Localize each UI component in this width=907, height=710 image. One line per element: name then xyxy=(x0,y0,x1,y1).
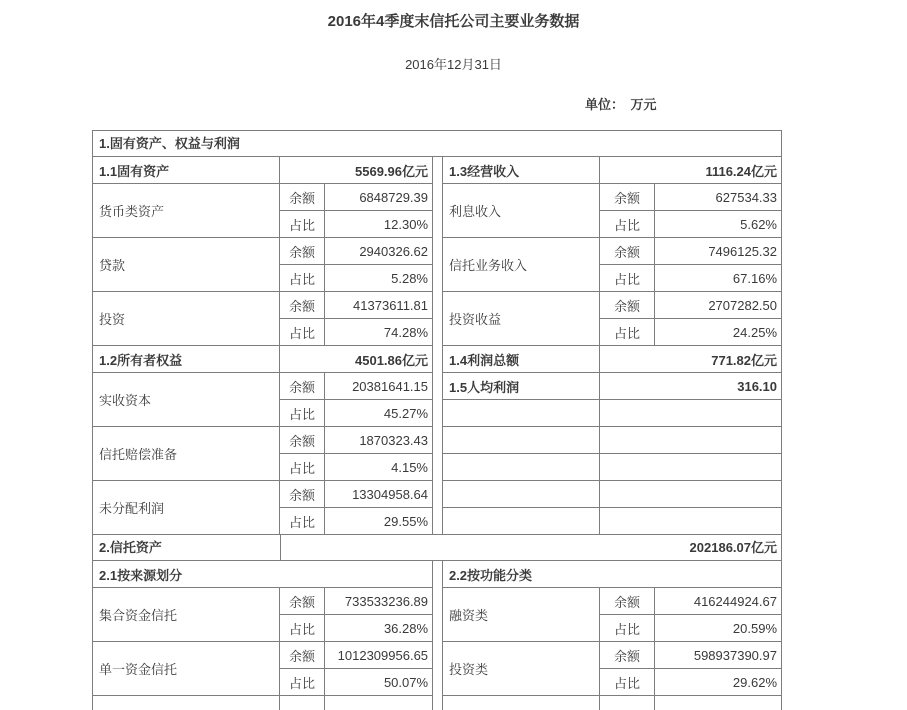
report-page xyxy=(0,13,907,710)
unit-label: 单位： 万元 xyxy=(585,97,657,112)
ratio-key-cell: 占比 xyxy=(280,508,325,535)
empty-cell xyxy=(325,696,433,710)
section2-total-cell: 202186.07亿元 xyxy=(689,540,777,555)
ratio-value-cell: 74.28% xyxy=(325,319,433,346)
table-row xyxy=(93,184,433,211)
subsection-title-cell: 2.1按来源划分 xyxy=(93,561,433,588)
table-row xyxy=(93,427,433,454)
table-row xyxy=(93,696,433,710)
ratio-key-cell: 占比 xyxy=(600,319,655,346)
balance-key-cell: 余额 xyxy=(280,588,325,615)
section2-body xyxy=(92,560,782,696)
table-row xyxy=(93,157,433,184)
balance-key-cell: 余额 xyxy=(599,642,654,669)
section2-left-table xyxy=(92,560,433,696)
empty-cell xyxy=(600,508,782,535)
ratio-value-cell: 12.30% xyxy=(325,211,433,238)
balance-key-cell: 余额 xyxy=(280,373,325,400)
row-label-cell: 货币类资产 xyxy=(93,184,280,238)
balance-key-cell: 余额 xyxy=(280,481,325,508)
table-row xyxy=(443,454,782,481)
table-row xyxy=(443,400,782,427)
table-row xyxy=(93,588,433,615)
subsection-title-cell: 2.2按功能分类 xyxy=(442,561,781,588)
table-row xyxy=(93,561,433,588)
balance-value-cell: 627534.33 xyxy=(655,184,782,211)
empty-cell xyxy=(443,454,600,481)
row-label-cell: 贷款 xyxy=(93,238,280,292)
table-row xyxy=(442,588,781,615)
row-label-cell: 投资类 xyxy=(442,642,599,696)
ratio-value-cell: 29.55% xyxy=(325,508,433,535)
section1-body xyxy=(92,156,782,535)
ratio-value-cell: 67.16% xyxy=(655,265,782,292)
table-row xyxy=(443,427,782,454)
balance-key-cell: 余额 xyxy=(600,238,655,265)
balance-value-cell: 20381641.15 xyxy=(325,373,433,400)
row-label-cell: 投资收益 xyxy=(443,292,600,346)
balance-value-cell: 7496125.32 xyxy=(655,238,782,265)
row-label-cell: 信托赔偿准备 xyxy=(93,427,280,481)
summary-label-cell: 1.2所有者权益 xyxy=(93,346,280,373)
business-data-table xyxy=(92,130,782,710)
table-row xyxy=(443,696,782,710)
empty-cell xyxy=(600,454,782,481)
cutoff-left-table xyxy=(92,695,433,710)
table-row xyxy=(443,238,782,265)
balance-key-cell: 余额 xyxy=(280,642,325,669)
ratio-value-cell: 4.15% xyxy=(325,454,433,481)
summary-label-cell: 1.3经营收入 xyxy=(443,157,600,184)
row-label-cell: 单一资金信托 xyxy=(93,642,280,696)
balance-value-cell: 13304958.64 xyxy=(325,481,433,508)
report-date: 2016年12月31日 xyxy=(405,57,502,72)
ratio-key-cell: 占比 xyxy=(599,669,654,696)
balance-value-cell: 41373611.81 xyxy=(325,292,433,319)
ratio-value-cell: 50.07% xyxy=(325,669,433,696)
empty-cell xyxy=(600,696,655,710)
unit-line xyxy=(92,96,782,113)
balance-value-cell: 6848729.39 xyxy=(325,184,433,211)
empty-cell xyxy=(600,427,782,454)
section2-right-table xyxy=(442,560,782,696)
table-row xyxy=(443,184,782,211)
ratio-key-cell: 占比 xyxy=(280,319,325,346)
table-row xyxy=(443,346,782,373)
table-row xyxy=(442,642,781,669)
balance-key-cell: 余额 xyxy=(599,588,654,615)
balance-value-cell: 598937390.97 xyxy=(654,642,781,669)
ratio-value-cell: 5.28% xyxy=(325,265,433,292)
balance-value-cell: 1870323.43 xyxy=(325,427,433,454)
ratio-key-cell: 占比 xyxy=(600,265,655,292)
row-label-cell: 融资类 xyxy=(442,588,599,642)
empty-cell xyxy=(93,696,280,710)
ratio-value-cell: 5.62% xyxy=(655,211,782,238)
ratio-key-cell: 占比 xyxy=(280,400,325,427)
row-label-cell: 实收资本 xyxy=(93,373,280,427)
row-label-cell: 未分配利润 xyxy=(93,481,280,535)
balance-key-cell: 余额 xyxy=(280,427,325,454)
summary-value-cell: 771.82亿元 xyxy=(600,346,782,373)
balance-value-cell: 1012309956.65 xyxy=(325,642,433,669)
balance-value-cell: 2940326.62 xyxy=(325,238,433,265)
table-row xyxy=(93,373,433,400)
page-title: 2016年4季度末信托公司主要业务数据 xyxy=(327,13,580,30)
row-label-cell: 集合资金信托 xyxy=(93,588,280,642)
table-row xyxy=(93,238,433,265)
cutoff-row xyxy=(92,695,782,710)
cutoff-right-table xyxy=(442,695,782,710)
row-label-cell: 投资 xyxy=(93,292,280,346)
ratio-value-cell: 45.27% xyxy=(325,400,433,427)
empty-cell xyxy=(600,481,782,508)
ratio-key-cell: 占比 xyxy=(280,454,325,481)
summary-label-cell: 1.5人均利润 xyxy=(443,373,600,400)
summary-value-cell: 5569.96亿元 xyxy=(280,157,433,184)
balance-key-cell: 余额 xyxy=(600,292,655,319)
section2-title-cell: 2.信托资产 xyxy=(93,535,281,560)
balance-key-cell: 余额 xyxy=(280,238,325,265)
balance-value-cell: 416244924.67 xyxy=(654,588,781,615)
ratio-key-cell: 占比 xyxy=(599,615,654,642)
summary-value-cell: 1116.24亿元 xyxy=(600,157,782,184)
empty-cell xyxy=(443,508,600,535)
ratio-key-cell: 占比 xyxy=(280,265,325,292)
ratio-value-cell: 24.25% xyxy=(655,319,782,346)
balance-key-cell: 余额 xyxy=(280,184,325,211)
empty-cell xyxy=(600,400,782,427)
section1-left-table xyxy=(92,156,433,535)
summary-value-cell: 316.10 xyxy=(600,373,782,400)
table-row xyxy=(93,481,433,508)
table-row xyxy=(443,157,782,184)
ratio-key-cell: 占比 xyxy=(600,211,655,238)
ratio-value-cell: 20.59% xyxy=(654,615,781,642)
empty-cell xyxy=(443,400,600,427)
row-label-cell: 利息收入 xyxy=(443,184,600,238)
row-label-cell: 信托业务收入 xyxy=(443,238,600,292)
ratio-value-cell: 36.28% xyxy=(325,615,433,642)
table-row xyxy=(443,373,782,400)
table-row xyxy=(93,346,433,373)
table-row xyxy=(93,642,433,669)
balance-value-cell: 2707282.50 xyxy=(655,292,782,319)
empty-cell xyxy=(280,696,325,710)
ratio-key-cell: 占比 xyxy=(280,211,325,238)
ratio-key-cell: 占比 xyxy=(280,615,325,642)
table-row xyxy=(443,292,782,319)
table-row xyxy=(93,292,433,319)
table-row xyxy=(443,481,782,508)
balance-key-cell: 余额 xyxy=(280,292,325,319)
balance-value-cell: 733533236.89 xyxy=(325,588,433,615)
ratio-value-cell: 29.62% xyxy=(654,669,781,696)
section2-header-row xyxy=(92,534,782,561)
empty-cell xyxy=(443,427,600,454)
ratio-key-cell: 占比 xyxy=(280,669,325,696)
table-row xyxy=(442,561,781,588)
summary-label-cell: 1.4利润总额 xyxy=(443,346,600,373)
section1-header: 1.固有资产、权益与利润 xyxy=(92,130,782,157)
summary-label-cell: 1.1固有资产 xyxy=(93,157,280,184)
section1-right-table xyxy=(442,156,782,535)
empty-cell xyxy=(443,696,600,710)
empty-cell xyxy=(443,481,600,508)
empty-cell xyxy=(655,696,782,710)
balance-key-cell: 余额 xyxy=(600,184,655,211)
summary-value-cell: 4501.86亿元 xyxy=(280,346,433,373)
table-row xyxy=(443,508,782,535)
